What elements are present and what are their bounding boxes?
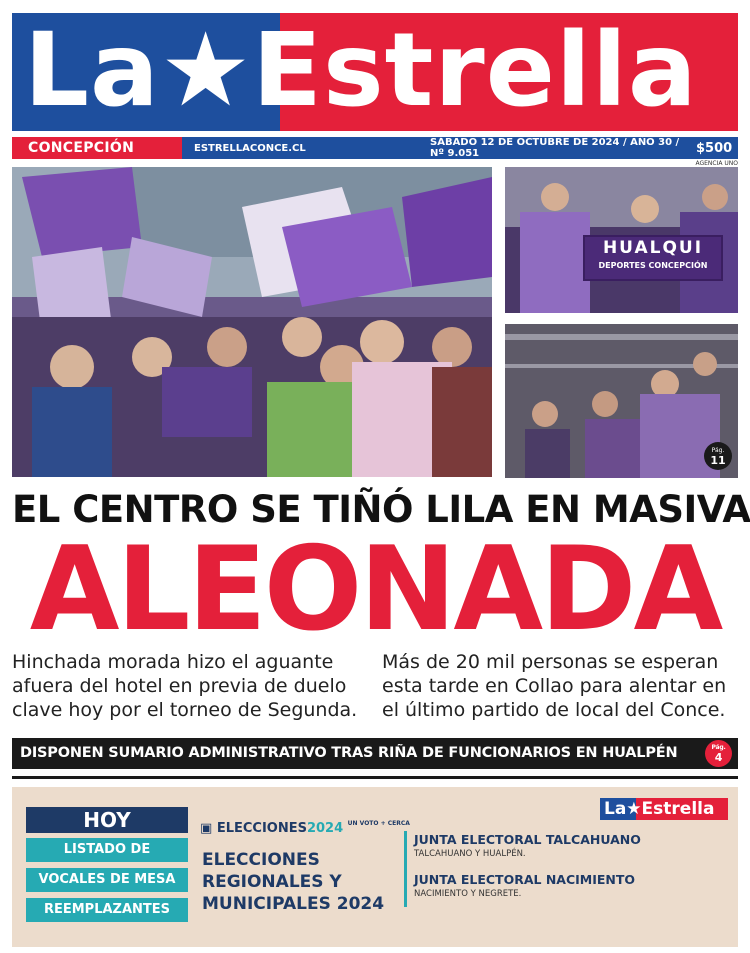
today-label: HOY: [26, 807, 188, 833]
main-headline: ALEONADA: [29, 522, 721, 657]
fans-illustration: [12, 167, 492, 477]
elections-title: ELECCIONES REGIONALES Y MUNICIPALES 2024: [202, 850, 385, 914]
secondary-headline: DISPONEN SUMARIO ADMINISTRATIVO TRAS RIÑA DE FUNCIONARIOS EN HUALPÉN: [20, 745, 678, 761]
junta-subtitle: TALCAHUANO Y HUALPÉN.: [414, 849, 526, 859]
junta-item: [414, 832, 714, 860]
junta-item: [414, 872, 714, 900]
divider-rule: [12, 776, 738, 779]
secondary-page-number: 4: [714, 751, 723, 764]
page-reference-badge[interactable]: [704, 442, 732, 470]
banner-subtitle: DEPORTES CONCEPCIÓN: [598, 261, 708, 270]
junta-heading: JUNTA ELECTORAL NACIMIENTO: [414, 872, 636, 887]
newspaper-logo: La★Estrella: [24, 11, 698, 130]
elections-logo-word: ELECCIONES: [216, 821, 307, 836]
main-photo-fans: [12, 167, 492, 477]
page-ref-number: 11: [710, 454, 726, 467]
photo-hualqui-banner: [505, 167, 738, 313]
promo-tag-line-2: VOCALES DE MESA: [26, 868, 188, 892]
elections-logo: [200, 821, 410, 836]
promo-tag-line-1: LISTADO DE: [26, 838, 188, 862]
deck-left: Hinchada morada hizo el aguante afuera del hotel en previa de duelo clave hoy por el torneo de Segunda.: [12, 651, 358, 721]
price: $500: [696, 140, 733, 156]
elections-logo-tag: UN VOTO + CERCA: [347, 820, 410, 827]
promo-tag-line-3: REEMPLAZANTES: [26, 898, 188, 922]
ballot-icon: ▣: [200, 821, 217, 836]
junta-subtitle: NACIMIENTO Y NEGRETE.: [414, 889, 522, 899]
secondary-headline-strip[interactable]: [12, 738, 738, 769]
mini-logo-text: La★Estrella: [604, 799, 715, 819]
banner-title: HUALQUI: [602, 238, 704, 258]
elections-logo-year: 2024: [306, 821, 344, 836]
kicker: EL CENTRO SE TIÑÓ LILA EN MASIVA: [12, 488, 750, 531]
page-ref-label: Pág.: [711, 447, 725, 454]
junta-heading: JUNTA ELECTORAL TALCAHUANO: [414, 832, 641, 847]
photo-credit: AGENCIA UNO: [695, 160, 738, 167]
masthead: [12, 11, 738, 159]
deck-right: Más de 20 mil personas se esperan esta tarde en Collao para alentar en el último partido de local del Conce.: [382, 651, 727, 721]
dateline: SÁBADO 12 DE OCTUBRE DE 2024 / AÑO 30 / Nº 9.051: [430, 137, 680, 159]
edition-city: CONCEPCIÓN: [12, 137, 182, 159]
elections-promo-box: [12, 787, 738, 947]
photo-players-greeting: [505, 324, 738, 478]
masthead-info-strip: [12, 137, 738, 159]
website-link[interactable]: ESTRELLACONCE.CL: [194, 142, 306, 154]
teal-divider: [404, 831, 407, 907]
hualqui-banner: [583, 235, 723, 281]
secondary-page-badge[interactable]: [705, 740, 732, 767]
mini-newspaper-logo: [600, 798, 728, 820]
secondary-page-label: Pág.: [711, 744, 726, 751]
